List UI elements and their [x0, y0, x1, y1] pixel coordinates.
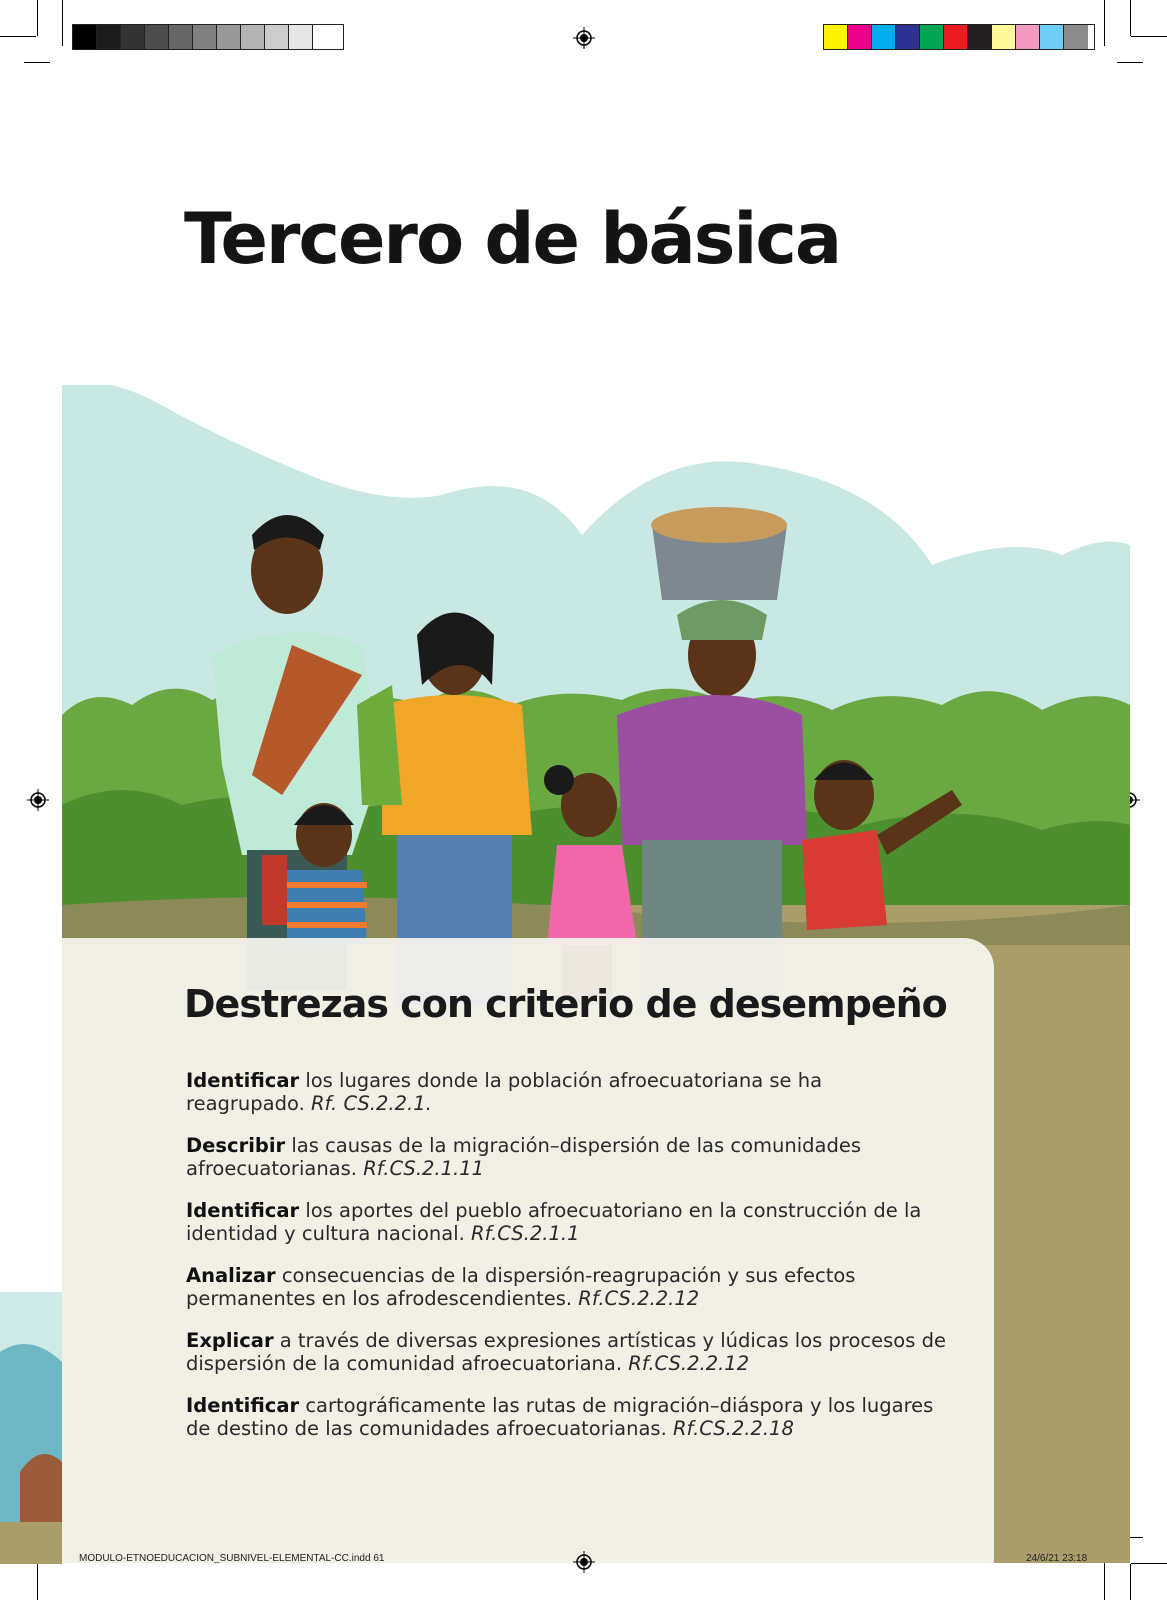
crop-mark: [0, 36, 36, 37]
color-swatch: [968, 25, 992, 49]
footer-file-label: MODULO-ETNOEDUCACION_SUBNIVEL-ELEMENTAL-CC.indd 61: [79, 1553, 385, 1564]
color-swatch: [824, 25, 848, 49]
skills-list: [186, 1069, 946, 1459]
color-swatch: [169, 25, 193, 49]
skills-heading: Destrezas con criterio de desempeño: [184, 982, 947, 1026]
registration-mark-icon: [573, 27, 595, 49]
skill-ref: Rf.CS.2.1.1: [471, 1222, 580, 1245]
color-swatch: [944, 25, 968, 49]
color-swatch: [1016, 25, 1040, 49]
color-swatch: [920, 25, 944, 49]
color-swatch: [265, 25, 289, 49]
skill-ref: Rf.CS.2.1.11: [363, 1157, 485, 1180]
skill-item: [186, 1069, 946, 1115]
skill-item: [186, 1264, 946, 1310]
skill-text: las causas de la migración–dispersión de las comunidades afroecuatorianas.: [186, 1134, 861, 1180]
color-swatch: [241, 25, 265, 49]
skill-text: los aportes del pueblo afroecuatoriano en la construcción de la identidad y cultura nacional.: [186, 1199, 922, 1245]
color-swatch: [848, 25, 872, 49]
crop-mark: [1131, 36, 1167, 37]
crop-mark: [62, 0, 63, 46]
registration-mark-icon: [27, 789, 49, 811]
skill-ref: Rf. CS.2.2.1.: [310, 1092, 432, 1115]
color-swatch: [872, 25, 896, 49]
crop-mark: [1130, 1564, 1131, 1600]
color-swatch: [313, 25, 337, 49]
color-swatch: [896, 25, 920, 49]
skill-text: los lugares donde la población afroecuatoriana se ha reagrupado.: [186, 1069, 823, 1115]
skill-ref: Rf.CS.2.2.12: [578, 1287, 700, 1310]
skill-ref: Rf.CS.2.2.18: [673, 1417, 794, 1440]
skill-text: consecuencias de la dispersión-reagrupación y sus efectos permanentes en los afrodescendientes.: [186, 1264, 856, 1310]
color-bar: [823, 24, 1095, 50]
skill-item: [186, 1329, 946, 1375]
skill-item: [186, 1394, 946, 1440]
color-swatch: [1064, 25, 1088, 49]
skill-verb: Explicar: [186, 1329, 274, 1352]
crop-mark: [1117, 62, 1143, 63]
crop-mark: [37, 0, 38, 36]
color-swatch: [73, 25, 97, 49]
skill-verb: Describir: [186, 1134, 286, 1157]
page-title: Tercero de básica: [184, 198, 841, 280]
color-swatch: [217, 25, 241, 49]
registration-mark-icon: [573, 1551, 595, 1573]
skill-ref: Rf.CS.2.2.12: [628, 1352, 750, 1375]
skill-text: cartográficamente las rutas de migración–diáspora y los lugares de destino de las comunidades afroecuatorianas.: [186, 1394, 934, 1440]
color-swatch: [193, 25, 217, 49]
skill-verb: Identificar: [186, 1069, 300, 1092]
grayscale-bar: [72, 24, 344, 50]
color-swatch: [289, 25, 313, 49]
color-swatch: [97, 25, 121, 49]
skill-verb: Analizar: [186, 1264, 276, 1287]
skill-verb: Identificar: [186, 1199, 300, 1222]
skill-text: a través de diversas expresiones artísticas y lúdicas los procesos de dispersión de la comunidad afroecuatoriana.: [186, 1329, 946, 1375]
color-swatch: [1040, 25, 1064, 49]
facing-page-illustration: [0, 1292, 62, 1564]
color-swatch: [992, 25, 1016, 49]
crop-mark: [1131, 1563, 1167, 1564]
crop-mark: [1130, 0, 1131, 36]
skill-verb: Identificar: [186, 1394, 300, 1417]
crop-mark: [24, 62, 50, 63]
color-swatch: [145, 25, 169, 49]
skill-item: [186, 1134, 946, 1180]
color-swatch: [121, 25, 145, 49]
crop-mark: [37, 1564, 38, 1600]
footer-date-label: 24/6/21 23:18: [1026, 1553, 1088, 1564]
crop-mark: [1104, 0, 1105, 46]
skill-item: [186, 1199, 946, 1245]
